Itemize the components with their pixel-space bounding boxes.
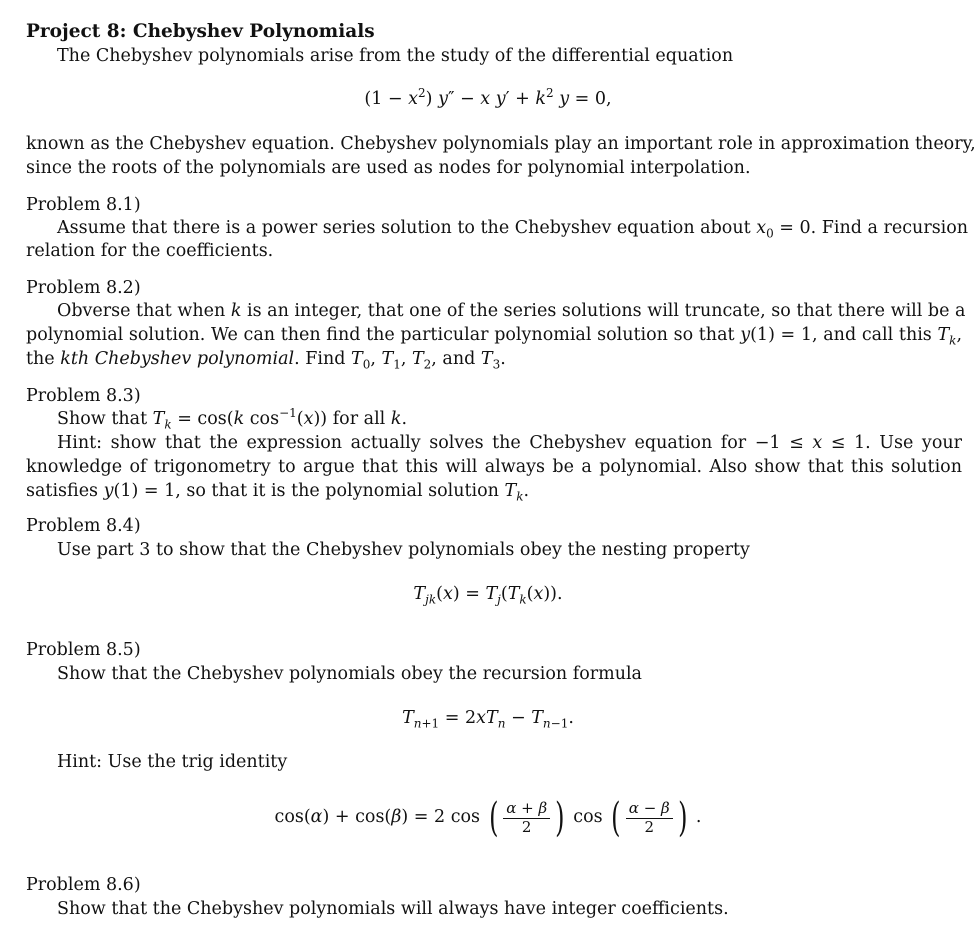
chebyshev-equation: $(1 - x^2)$ y″ − x $y' + k^2$ y = 0, — [364, 86, 612, 109]
problem-text: Use part 3 to show that the Chebyshev polynomials obey the nesting property — [57, 540, 750, 560]
problem-text: satisfies y(1) = 1, so that it is the polynomial solution $T_k$. — [26, 481, 530, 504]
problem-text: the kth Chebyshev polynomial. Find $T_0$, $T_1$, $T_2$, and $T_3$. — [26, 349, 506, 372]
intro-text: since the roots of the polynomials are used as nodes for polynomial interpolation. — [26, 158, 751, 178]
problem-text: relation for the coefficients. — [26, 241, 274, 261]
page-title: Project 8: Chebyshev Polynomials — [26, 21, 375, 42]
problem-heading: Problem 8.6) — [26, 875, 141, 895]
problem-heading: Problem 8.1) — [26, 195, 141, 215]
problem-heading: Problem 8.3) — [26, 386, 141, 406]
intro-text: known as the Chebyshev equation. Chebyshev polynomials play an important role in approximation theory, — [26, 134, 976, 154]
problem-text: Show that the Chebyshev polynomials obey the recursion formula — [57, 664, 642, 684]
problem-text: knowledge of trigonometry to argue that this will always be a polynomial. Also show that this solution — [26, 457, 962, 477]
trig-identity: cos(α) + cos(β) = 2 cos ( $\frac{\alpha + \beta}{2}$ ) cos ( $\frac{\alpha - \beta}{2}$ ) . — [274, 794, 702, 841]
problem-text: Hint: show that the expression actually solves the Chebyshev equation for −1 ≤ x ≤ 1. Use your — [57, 433, 962, 453]
problem-text: Show that the Chebyshev polynomials will always have integer coefficients. — [57, 899, 729, 919]
problem-text: polynomial solution. We can then find the particular polynomial solution so that y(1) = 1, and call this $T_k$, — [26, 325, 963, 348]
nesting-equation: $T_{jk}(x) = T_j(T_k(x))$. — [413, 584, 563, 607]
problem-heading: Problem 8.2) — [26, 278, 141, 298]
recursion-equation: $T_{n+1} = 2xT_n - T_{n-1}$. — [402, 708, 574, 731]
problem-heading: Problem 8.4) — [26, 516, 141, 536]
hint-text: Hint: Use the trig identity — [57, 752, 288, 772]
problem-text: Assume that there is a power series solution to the Chebyshev equation about $x_0 = 0$. Find a recursion — [57, 218, 969, 241]
problem-text: Show that $T_k = \cos(k$ $\cos^{-1}(x)$) for all k. — [57, 406, 408, 432]
problem-text: Obverse that when k is an integer, that one of the series solutions will truncate, so that there will be a — [57, 301, 966, 321]
problem-heading: Problem 8.5) — [26, 640, 141, 660]
intro-text: The Chebyshev polynomials arise from the study of the differential equation — [57, 46, 734, 66]
